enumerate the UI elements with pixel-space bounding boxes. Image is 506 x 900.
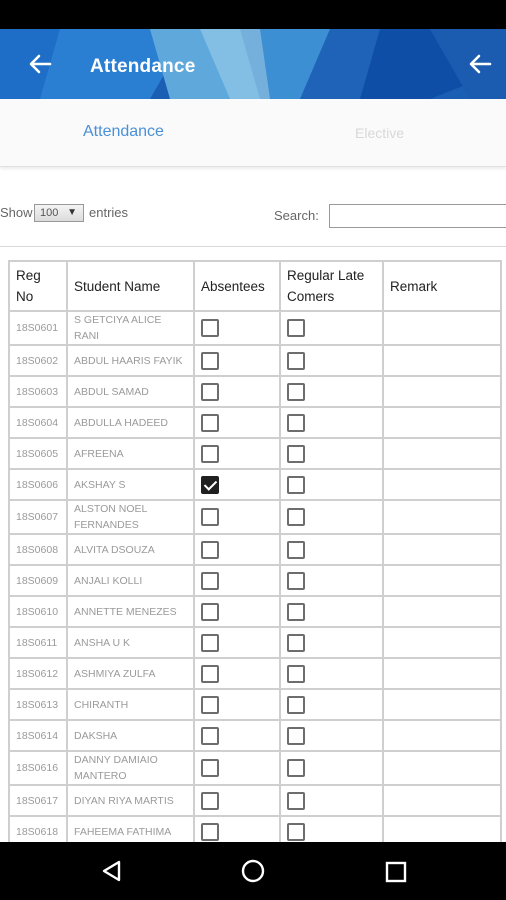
absentees-cell <box>194 565 280 596</box>
entries-select[interactable] <box>34 204 84 222</box>
reg-no-cell: 18S0618 <box>9 816 67 847</box>
absent-checkbox[interactable] <box>201 727 219 745</box>
late-comers-cell <box>280 596 383 627</box>
student-name-cell: ABDULLA HADEED <box>67 407 194 438</box>
reg-no-cell: 18S0613 <box>9 689 67 720</box>
absent-checkbox[interactable] <box>201 383 219 401</box>
student-name-cell: DAKSHA <box>67 720 194 751</box>
absent-checkbox[interactable] <box>201 352 219 370</box>
late-checkbox[interactable] <box>287 445 305 463</box>
table-row <box>9 469 501 500</box>
remark-cell[interactable] <box>383 658 501 689</box>
reg-no-cell: 18S0609 <box>9 565 67 596</box>
table-row <box>9 689 501 720</box>
absentees-cell <box>194 658 280 689</box>
student-name-cell: CHIRANTH <box>67 689 194 720</box>
reg-no-cell: 18S0610 <box>9 596 67 627</box>
late-checkbox[interactable] <box>287 414 305 432</box>
absent-checkbox[interactable] <box>201 792 219 810</box>
remark-cell[interactable] <box>383 751 501 785</box>
entries-label: entries <box>89 205 129 220</box>
table-row <box>9 658 501 689</box>
absent-checkbox[interactable] <box>201 572 219 590</box>
remark-cell[interactable] <box>383 596 501 627</box>
absentees-cell <box>194 627 280 658</box>
table-row <box>9 500 501 534</box>
attendance-table <box>8 260 502 848</box>
header-remark: Remark <box>383 261 501 311</box>
table-body <box>9 311 501 847</box>
late-comers-cell <box>280 565 383 596</box>
remark-cell[interactable] <box>383 689 501 720</box>
tab-attendance[interactable]: Attendance <box>83 123 164 140</box>
student-name-cell: AKSHAY S <box>67 469 194 500</box>
late-comers-cell <box>280 438 383 469</box>
absent-checkbox[interactable] <box>201 634 219 652</box>
student-name-cell: FAHEEMA FATHIMA <box>67 816 194 847</box>
late-checkbox[interactable] <box>287 696 305 714</box>
absentees-cell <box>194 534 280 565</box>
late-checkbox[interactable] <box>287 476 305 494</box>
table-row <box>9 534 501 565</box>
student-name-cell: ANSHA U K <box>67 627 194 658</box>
back-arrow-icon[interactable] <box>26 50 54 78</box>
reg-no-cell: 18S0617 <box>9 785 67 816</box>
absent-checkbox[interactable] <box>201 414 219 432</box>
reg-no-cell: 18S0601 <box>9 311 67 345</box>
absent-checkbox[interactable] <box>201 603 219 621</box>
absentees-cell <box>194 689 280 720</box>
table-row <box>9 311 501 345</box>
dropdown-arrow-icon: ▼ <box>67 207 77 218</box>
absent-checkbox[interactable] <box>201 445 219 463</box>
remark-cell[interactable] <box>383 534 501 565</box>
remark-cell[interactable] <box>383 627 501 658</box>
late-checkbox[interactable] <box>287 634 305 652</box>
student-name-cell: S GETCIYA ALICE RANI <box>67 311 194 345</box>
table-row <box>9 345 501 376</box>
absent-checkbox[interactable] <box>201 759 219 777</box>
absentees-cell <box>194 500 280 534</box>
header-student-name: Student Name <box>67 261 194 311</box>
reg-no-cell: 18S0603 <box>9 376 67 407</box>
student-name-cell: ABDUL HAARIS FAYIK <box>67 345 194 376</box>
remark-cell[interactable] <box>383 785 501 816</box>
student-name-cell: ALVITA DSOUZA <box>67 534 194 565</box>
table-row <box>9 751 501 785</box>
reg-no-cell: 18S0605 <box>9 438 67 469</box>
absentees-cell <box>194 751 280 785</box>
remark-cell[interactable] <box>383 376 501 407</box>
circle-home-icon[interactable] <box>241 859 265 883</box>
late-checkbox[interactable] <box>287 541 305 559</box>
student-name-cell: ASHMIYA ZULFA <box>67 658 194 689</box>
student-name-cell: DANNY DAMIAIO MANTERO <box>67 751 194 785</box>
reg-no-cell: 18S0606 <box>9 469 67 500</box>
app-bar <box>0 29 506 99</box>
late-comers-cell <box>280 751 383 785</box>
late-comers-cell <box>280 469 383 500</box>
student-name-cell: ANJALI KOLLI <box>67 565 194 596</box>
reg-no-cell: 18S0616 <box>9 751 67 785</box>
late-comers-cell <box>280 785 383 816</box>
remark-cell[interactable] <box>383 720 501 751</box>
absentees-cell <box>194 311 280 345</box>
search-input[interactable] <box>329 204 506 228</box>
late-comers-cell <box>280 311 383 345</box>
late-checkbox[interactable] <box>287 759 305 777</box>
triangle-back-icon[interactable] <box>100 859 124 883</box>
late-checkbox[interactable] <box>287 572 305 590</box>
reg-no-cell: 18S0611 <box>9 627 67 658</box>
reg-no-cell: 18S0614 <box>9 720 67 751</box>
table-row <box>9 438 501 469</box>
table-row <box>9 376 501 407</box>
absentees-cell <box>194 720 280 751</box>
late-checkbox[interactable] <box>287 823 305 841</box>
status-bar <box>0 0 506 29</box>
student-name-cell: ANNETTE MENEZES <box>67 596 194 627</box>
table-row <box>9 596 501 627</box>
remark-cell[interactable] <box>383 565 501 596</box>
table-row <box>9 720 501 751</box>
late-checkbox[interactable] <box>287 508 305 526</box>
absentees-cell <box>194 438 280 469</box>
tab-elective[interactable]: Elective <box>355 125 405 141</box>
late-comers-cell <box>280 689 383 720</box>
late-comers-cell <box>280 627 383 658</box>
absentees-cell <box>194 596 280 627</box>
late-comers-cell <box>280 720 383 751</box>
table-row <box>9 627 501 658</box>
page-title: Attendance <box>90 56 196 77</box>
absent-checkbox[interactable] <box>201 696 219 714</box>
reg-no-cell: 18S0602 <box>9 345 67 376</box>
student-name-cell: ALSTON NOEL FERNANDES <box>67 500 194 534</box>
navigation-bar <box>0 842 506 900</box>
table-header-row <box>9 261 501 311</box>
late-checkbox[interactable] <box>287 792 305 810</box>
absent-checkbox[interactable] <box>201 823 219 841</box>
absentees-cell <box>194 785 280 816</box>
reg-no-cell: 18S0604 <box>9 407 67 438</box>
square-recents-icon[interactable] <box>385 861 407 883</box>
late-comers-cell <box>280 345 383 376</box>
reg-no-cell: 18S0607 <box>9 500 67 534</box>
late-comers-cell <box>280 534 383 565</box>
late-comers-cell <box>280 376 383 407</box>
show-label: Show <box>0 205 33 220</box>
absent-checkbox[interactable] <box>201 319 219 337</box>
late-comers-cell <box>280 407 383 438</box>
header-reg-no: Reg No <box>9 261 67 311</box>
late-comers-cell <box>280 500 383 534</box>
late-checkbox[interactable] <box>287 727 305 745</box>
absent-checkbox[interactable] <box>201 476 219 494</box>
table-row <box>9 565 501 596</box>
remark-cell[interactable] <box>383 407 501 438</box>
entries-value: 100 <box>40 207 59 219</box>
attendance-table-container <box>8 260 500 848</box>
absentees-cell <box>194 376 280 407</box>
back-arrow-right-icon[interactable] <box>466 50 494 78</box>
app-bar-background <box>0 29 506 99</box>
late-checkbox[interactable] <box>287 352 305 370</box>
header-late-comers: Regular Late Comers <box>280 261 383 311</box>
table-row <box>9 407 501 438</box>
late-checkbox[interactable] <box>287 603 305 621</box>
remark-cell[interactable] <box>383 500 501 534</box>
late-comers-cell <box>280 658 383 689</box>
remark-cell[interactable] <box>383 469 501 500</box>
remark-cell[interactable] <box>383 345 501 376</box>
absentees-cell <box>194 407 280 438</box>
student-name-cell: ABDUL SAMAD <box>67 376 194 407</box>
late-checkbox[interactable] <box>287 665 305 683</box>
absentees-cell <box>194 469 280 500</box>
absent-checkbox[interactable] <box>201 665 219 683</box>
absent-checkbox[interactable] <box>201 541 219 559</box>
reg-no-cell: 18S0612 <box>9 658 67 689</box>
table-row <box>9 785 501 816</box>
header-absentees: Absentees <box>194 261 280 311</box>
absentees-cell <box>194 345 280 376</box>
tab-bar <box>0 99 506 167</box>
divider <box>0 246 506 247</box>
absent-checkbox[interactable] <box>201 508 219 526</box>
remark-cell[interactable] <box>383 438 501 469</box>
late-checkbox[interactable] <box>287 319 305 337</box>
reg-no-cell: 18S0608 <box>9 534 67 565</box>
student-name-cell: AFREENA <box>67 438 194 469</box>
late-checkbox[interactable] <box>287 383 305 401</box>
table-controls <box>0 200 506 232</box>
student-name-cell: DIYAN RIYA MARTIS <box>67 785 194 816</box>
search-label: Search: <box>274 208 319 223</box>
remark-cell[interactable] <box>383 311 501 345</box>
